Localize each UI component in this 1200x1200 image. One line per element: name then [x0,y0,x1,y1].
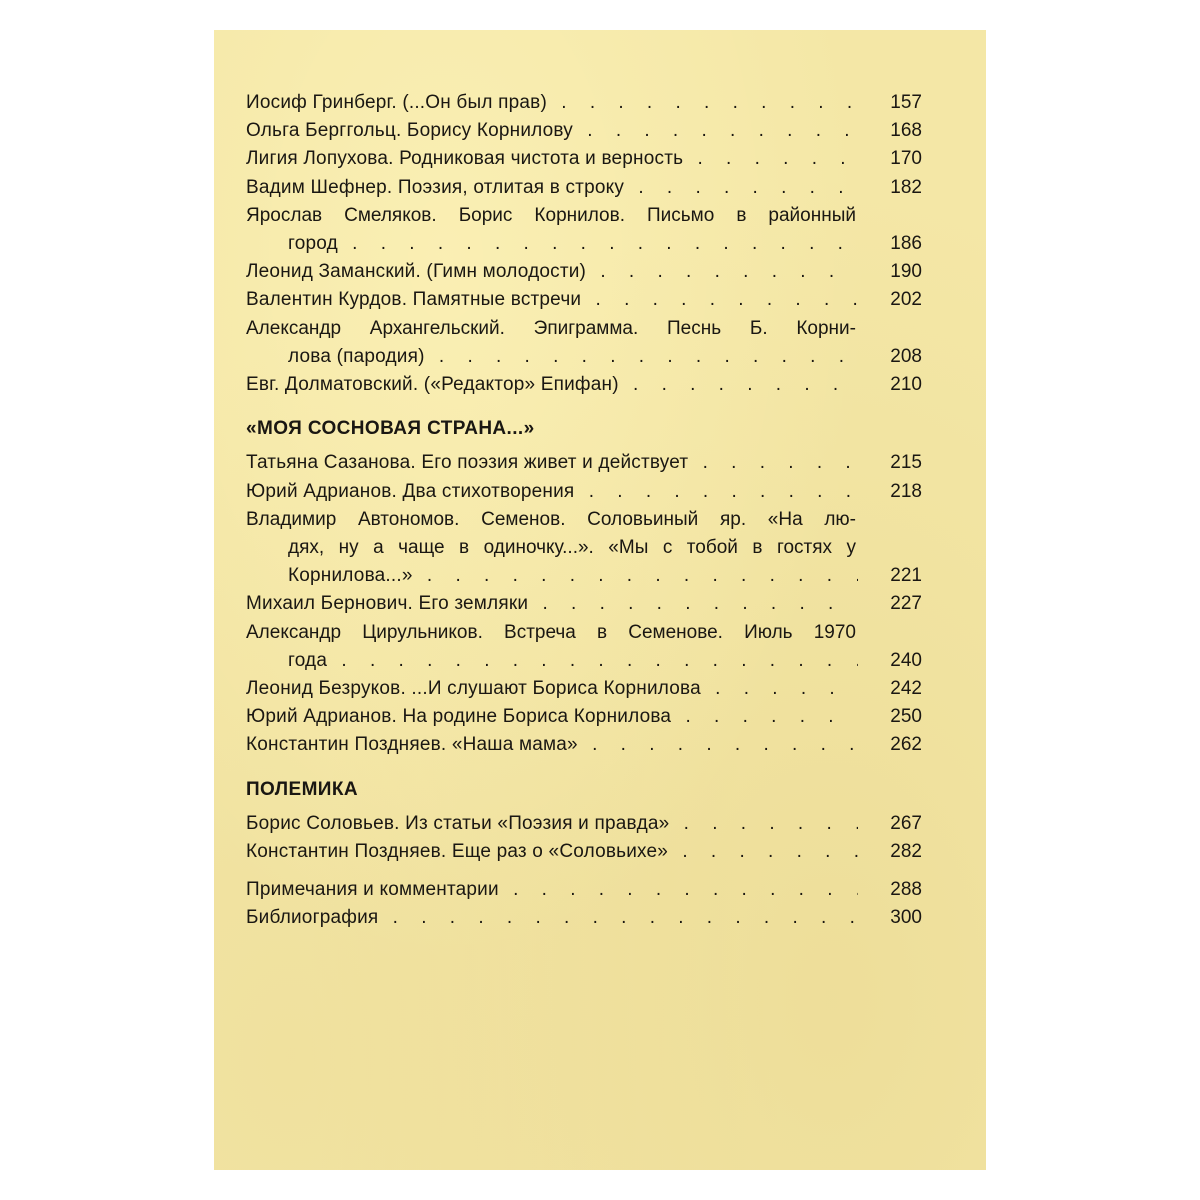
toc-entry-page: 208 [890,345,922,367]
toc-entry-title: Леонид Заманский. (Гимн молодости) . . . [246,258,858,286]
toc-entry-page: 210 [890,374,922,396]
toc-entry [246,590,922,618]
toc-entry [246,703,922,731]
toc-entry-title: Юрий Адрианов. Два стихотворения . . . [246,478,858,506]
section-heading: ПОЛЕМИКА [246,778,358,800]
toc-entry-continuation [246,562,922,590]
toc-entry-continuation [246,230,922,258]
section-heading: «МОЯ СОСНОВАЯ СТРАНА...» [246,418,535,440]
toc-entry-title: Борис Соловьев. Из статьи «Поэзия и правда» . . . [246,810,858,838]
table-of-contents [246,89,922,933]
toc-entry [246,117,922,145]
toc-entry [246,478,922,506]
toc-entry-title-line2: лова (пародия) . . . [246,343,858,371]
toc-entry-multiline [246,202,922,258]
book-page [214,30,986,1170]
toc-entry-multiline [246,619,922,675]
toc-entry [246,876,922,904]
toc-entry-page: 240 [890,649,922,671]
toc-entry-title-line2: дях, ну а чаще в одиночку...». «Мы с тобой в гостях у [288,537,856,559]
toc-entry-continuation [246,343,922,371]
toc-entry-title-line2: года . . . [246,647,858,675]
toc-entry-title: Валентин Курдов. Памятные встречи . . . [246,286,858,314]
toc-entry [246,371,922,399]
toc-entry-continuation [246,647,922,675]
toc-entry-page: 168 [890,120,922,142]
toc-entry-page: 262 [890,734,922,756]
toc-entry-multiline [246,315,922,371]
toc-entry-multiline [246,506,922,591]
toc-entry-page: 182 [890,176,922,198]
toc-entry-title: Вадим Шефнер. Поэзия, отлитая в строку . . . [246,174,858,202]
toc-entry-page: 288 [890,879,922,901]
toc-entry-page: 282 [890,841,922,863]
toc-entry-title-line1: Владимир Автономов. Семенов. Соловьиный яр. «На лю- [246,508,856,530]
toc-entry-title-line1: Ярослав Смеляков. Борис Корнилов. Письмо в районный [246,204,856,226]
toc-entry-title: Юрий Адрианов. На родине Бориса Корнилова . . . [246,703,858,731]
toc-entry-page: 157 [890,92,922,113]
toc-entry-title: Константин Поздняев. «Наша мама» . . . [246,731,858,759]
toc-entry-title-line1: Александр Архангельский. Эпиграмма. Песнь Б. Корни- [246,317,856,339]
toc-entry-title: Библиография . . . [246,904,858,932]
toc-entry [246,904,922,932]
toc-entry-title-line3: Корнилова...» . . . [246,562,858,590]
spacer [246,866,922,876]
toc-entry [246,89,922,117]
toc-entry-title-line1: Александр Цирульников. Встреча в Семенове. Июль 1970 [246,621,856,643]
toc-entry-page: 170 [890,148,922,170]
toc-entry-page: 250 [890,706,922,728]
toc-entry-title: Михаил Бернович. Его земляки . . . [246,590,858,618]
toc-entry-title-line2: город . . . [246,230,858,258]
toc-entry-title: Евг. Долматовский. («Редактор» Епифан) . . . [246,371,858,399]
toc-entry [246,145,922,173]
toc-entry [246,810,922,838]
toc-entry-page: 190 [890,261,922,283]
toc-entry [246,174,922,202]
toc-entry-page: 186 [890,233,922,255]
toc-entry [246,286,922,314]
toc-entry-title: Татьяна Сазанова. Его поэзия живет и действует . . . [246,449,858,477]
toc-entry-page: 242 [890,678,922,700]
toc-entry [246,449,922,477]
toc-entry-title: Иосиф Гринберг. (...Он был прав) . . . [246,89,858,117]
toc-entry-page: 202 [890,289,922,311]
toc-entry-title: Ольга Берггольц. Борису Корнилову . . . [246,117,858,145]
toc-entry-page: 215 [890,452,922,474]
toc-entry-title: Леонид Безруков. ...И слушают Бориса Корнилова . . . [246,675,858,703]
toc-entry [246,675,922,703]
toc-entry-page: 227 [890,593,922,615]
toc-entry-page: 300 [890,907,922,929]
toc-entry-title: Лигия Лопухова. Родниковая чистота и верность . . . [246,145,858,173]
toc-entry [246,258,922,286]
toc-entry-page: 221 [890,565,922,587]
toc-entry-page: 267 [890,812,922,834]
toc-entry [246,731,922,759]
toc-entry-title: Константин Поздняев. Еще раз о «Соловьихе» . . . [246,838,858,866]
toc-entry [246,838,922,866]
toc-entry-title: Примечания и комментарии . . . [246,876,858,904]
toc-entry-page: 218 [890,480,922,502]
